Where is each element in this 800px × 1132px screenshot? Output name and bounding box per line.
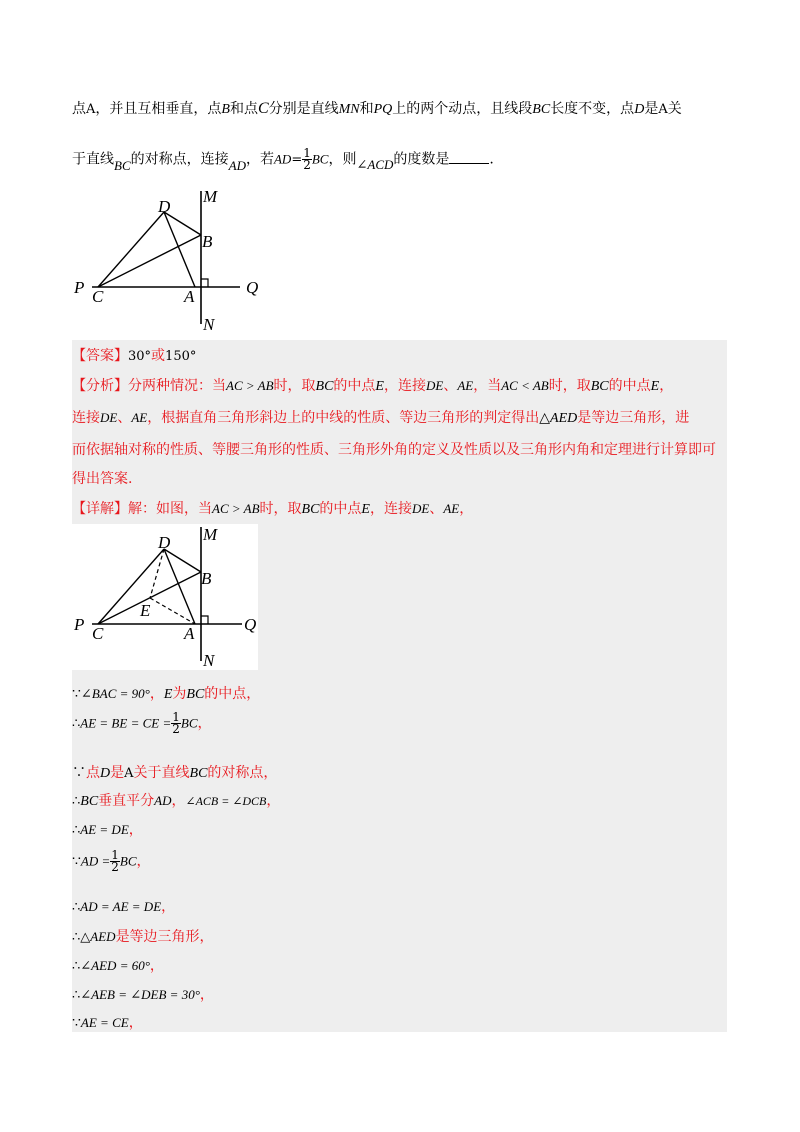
proof-text: 是 (110, 765, 125, 781)
math-bc: BC (119, 853, 137, 869)
analysis-line-1 (72, 375, 673, 395)
label-e: E (140, 601, 151, 620)
q-point-a: A (658, 102, 668, 117)
label-m: M (203, 187, 218, 206)
segment-da (164, 549, 195, 624)
math-de: DE (425, 378, 444, 393)
math-e: E (163, 687, 173, 702)
answer-line (72, 345, 196, 365)
proof-text: ， (128, 822, 143, 838)
therefore-symbol: ∴ (72, 794, 81, 809)
q-segment-ad: AD (228, 157, 246, 173)
proof-step-8 (72, 926, 214, 946)
math-ae-ce: AE = CE (80, 1015, 129, 1030)
q-point-d: D (634, 102, 645, 117)
q-segment-bc: BC (532, 102, 551, 117)
math-angle-bac: ∠BAC = 90° (80, 686, 150, 701)
because-symbol: ∵ (72, 853, 81, 870)
label-d: D (158, 197, 171, 216)
q-point-a: A (86, 102, 96, 117)
therefore-symbol: ∴ (72, 988, 81, 1003)
math-a: A (124, 766, 134, 781)
label-a: A (184, 624, 195, 643)
analysis-text: ， (659, 378, 674, 394)
therefore-symbol: ∴ (72, 900, 81, 915)
question-line-1 (72, 98, 682, 118)
figure-1 (72, 186, 272, 336)
q-text: 的度数是 (393, 151, 450, 168)
label-n: N (203, 651, 215, 670)
proof-text: 为 (172, 686, 187, 702)
math-triangle-aed: △AED (80, 929, 116, 944)
q-text: 点 (72, 101, 86, 117)
analysis-text: 分两种情况：当 (128, 378, 226, 394)
q-text: . (489, 151, 494, 168)
q-line-mn: MN (338, 102, 360, 117)
q-text: 于直线 (72, 151, 114, 168)
triangle-symbol: △ (539, 410, 551, 426)
label-p: P (74, 615, 85, 634)
segment-cd (98, 212, 164, 287)
label-m: M (203, 525, 218, 544)
label-a: A (184, 287, 195, 306)
proof-text: 关于直线 (133, 765, 190, 781)
analysis-line-2 (72, 407, 689, 427)
answer-blank (449, 153, 489, 164)
proof-text: ， (199, 987, 214, 1003)
analysis-text: ，根据直角三角形斜边上的中线的性质、等边三角形的判定得出 (147, 410, 540, 426)
detail-text: 时，取 (259, 501, 302, 517)
math-bc: BC (189, 766, 208, 781)
q-text: ，并且互相垂直，点 (95, 101, 222, 117)
analysis-text: 连接 (72, 410, 100, 426)
analysis-text: ，当 (473, 378, 502, 394)
math-e: E (375, 379, 384, 394)
analysis-text: ，连接 (383, 378, 426, 394)
label-b: B (202, 232, 213, 251)
q-point-c: C (257, 100, 269, 117)
q-point-b: B (221, 102, 230, 117)
label-c: C (92, 624, 104, 643)
analysis-text: 、 (117, 410, 132, 426)
math-bc: BC (186, 687, 205, 702)
math-ad: AD = (80, 853, 111, 869)
right-angle-mark (201, 279, 208, 287)
proof-step-6 (72, 850, 151, 873)
math-bc: BC (80, 794, 99, 809)
math-de: DE (100, 410, 118, 425)
proof-text: 的中点， (204, 686, 261, 702)
proof-text: 点 (86, 765, 100, 781)
proof-text: 垂直平分 (98, 793, 155, 809)
math-ae: AE (131, 410, 148, 425)
detail-tag: 【详解】 (72, 501, 128, 517)
proof-text: ， (161, 899, 176, 915)
proof-text: ， (266, 793, 281, 809)
math-bc: BC (301, 502, 320, 517)
q-text: ，则 (328, 151, 357, 168)
math-d: D (100, 766, 111, 781)
detail-text: ，连接 (369, 501, 412, 517)
q-segment-bc: BC (311, 151, 329, 167)
label-n: N (203, 315, 215, 334)
detail-text: 、 (429, 501, 444, 517)
segment-da (164, 212, 195, 287)
question-line-2 (72, 148, 494, 171)
proof-step-10 (72, 984, 214, 1004)
proof-text: ， (197, 715, 212, 732)
proof-text: ， (171, 793, 186, 809)
detail-text: ， (459, 501, 474, 517)
label-c: C (92, 287, 104, 306)
q-segment-bc: BC (114, 157, 131, 173)
fraction-half: $\frac{1}{2}$ (111, 848, 119, 874)
therefore-symbol: ∴ (72, 823, 81, 838)
math-ac-gt-ab: AC > AB (212, 501, 260, 516)
math-ac-gt-ab: AC > AB (226, 378, 274, 393)
analysis-text: 的中点 (333, 378, 376, 394)
analysis-text: 的中点 (608, 378, 651, 394)
proof-step-1 (72, 683, 260, 703)
detail-text: 解：如图，当 (128, 501, 212, 517)
q-text: 的对称点，连接 (130, 151, 229, 168)
proof-step-4 (72, 790, 280, 810)
q-text: 分别是直线 (268, 101, 339, 117)
analysis-line-3: 而依据轴对称的性质、等腰三角形的性质、三角形外角的定义及性质以及三角形内角和定理进行计算即可 (72, 442, 716, 458)
detail-text: 的中点 (319, 501, 362, 517)
math-angles-acb-dcb: ∠ACB = ∠DCB (185, 794, 267, 808)
segment-cd (98, 549, 164, 624)
answer-tag: 【答案】 (72, 348, 128, 364)
figure-2 (72, 524, 258, 670)
detail-line (72, 498, 473, 518)
q-text: ，若 (245, 151, 274, 168)
proof-step-11 (72, 1012, 143, 1032)
because-symbol: ∵ (72, 765, 86, 781)
q-text: 关 (667, 101, 682, 117)
math-angle-aed: ∠AED = 60° (80, 958, 150, 973)
math-bc: BC (590, 379, 609, 394)
fraction-half: $\frac{1}{2}$ (172, 710, 180, 736)
because-symbol: ∵ (72, 686, 81, 702)
because-symbol: ∵ (72, 1015, 81, 1031)
proof-step-7 (72, 896, 175, 916)
therefore-symbol: ∴ (72, 716, 81, 732)
proof-step-3 (72, 762, 277, 782)
answer-or: 或 (151, 348, 166, 364)
proof-text: ， (128, 1015, 143, 1031)
analysis-line-4: 得出答案. (72, 471, 133, 487)
math-ad: AD (154, 793, 172, 808)
proof-text: 的对称点， (207, 765, 278, 781)
math-aed: AED (550, 411, 578, 426)
math-e: E (361, 502, 370, 517)
math-de: DE (411, 501, 430, 516)
q-angle-acd: ACD (367, 156, 394, 172)
label-b: B (201, 569, 212, 588)
math-ac-lt-ab: AC < AB (501, 378, 549, 393)
math-bc: BC (180, 715, 198, 731)
q-text: 是 (644, 101, 659, 117)
q-text: 长度不变，点 (550, 101, 635, 117)
proof-step-5 (72, 819, 143, 839)
label-q: Q (244, 615, 257, 634)
proof-text: ， (136, 853, 151, 870)
q-line-pq: PQ (373, 102, 393, 117)
angle-symbol: ∠ (356, 157, 368, 173)
math-ae: AE (457, 378, 474, 393)
analysis-text: 是等边三角形，进 (577, 410, 690, 426)
proof-text: ， (149, 958, 164, 974)
math-ae-be-ce: AE = BE = CE = (80, 715, 172, 731)
analysis-tag: 【分析】 (72, 378, 128, 394)
q-text: 上的两个动点，且线段 (392, 101, 533, 117)
math-ae-de: AE = DE (80, 822, 129, 837)
math-ae: AE (443, 501, 460, 516)
answer-value-1: 30° (128, 349, 152, 364)
therefore-symbol: ∴ (72, 930, 81, 945)
math-bc: BC (315, 379, 334, 394)
label-d: D (158, 533, 171, 552)
answer-value-2: 150° (165, 349, 197, 364)
proof-step-9 (72, 955, 164, 975)
proof-text: 是等边三角形， (115, 929, 214, 945)
analysis-text: 时，取 (273, 378, 316, 394)
math-angle-aeb-deb: ∠AEB = ∠DEB = 30° (80, 987, 200, 1002)
q-text: 和点 (229, 101, 258, 117)
q-segment-ad: AD (273, 151, 292, 167)
q-text: 和 (359, 101, 374, 117)
segment-cb (98, 235, 201, 287)
proof-step-2 (72, 712, 212, 735)
segment-db (164, 549, 201, 572)
therefore-symbol: ∴ (72, 959, 81, 974)
right-angle-mark (201, 616, 208, 624)
segment-ea-dashed (150, 598, 195, 624)
analysis-text: 时，取 (548, 378, 591, 394)
q-equals: = (291, 152, 303, 168)
label-q: Q (246, 278, 259, 297)
math-e: E (650, 379, 660, 394)
q-fraction: $\frac{1}{2}$ (303, 146, 311, 172)
analysis-text: 、 (443, 378, 458, 394)
label-p: P (74, 278, 85, 297)
proof-text: ， (149, 686, 164, 702)
math-ad-ae-de: AD = AE = DE (80, 899, 162, 914)
